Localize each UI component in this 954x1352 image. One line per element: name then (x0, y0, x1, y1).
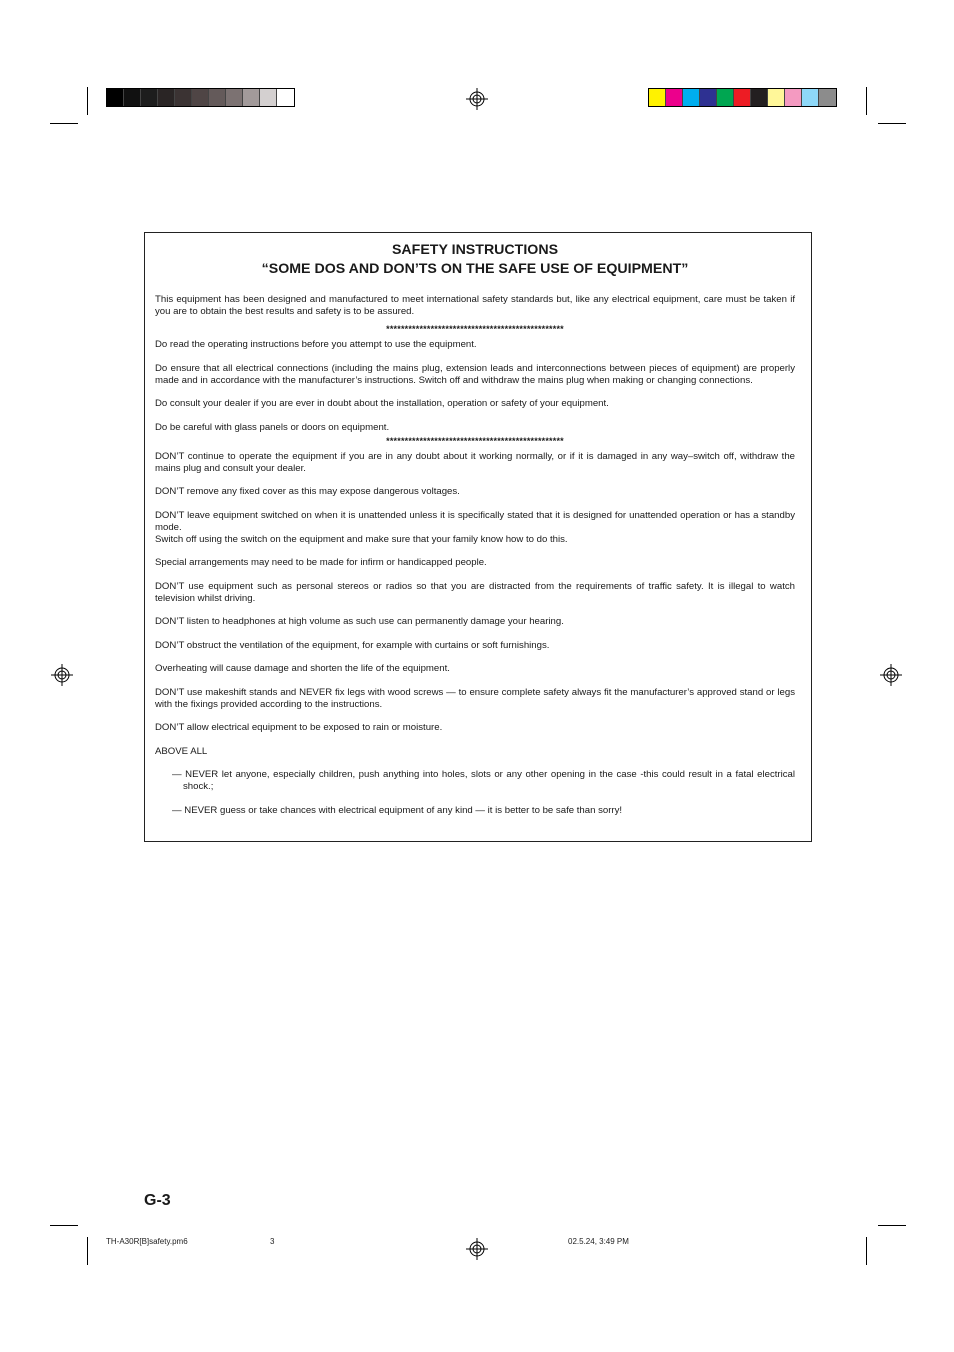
page-number-label: G-3 (144, 1192, 171, 1209)
dont-paragraph: DON’T allow electrical equipment to be exposed to rain or moisture. (155, 722, 443, 733)
footer-filename: TH-A30R[B]safety.pm6 (106, 1237, 188, 1246)
do-paragraph: Do be careful with glass panels or doors on equipment. (155, 421, 390, 433)
grayscale-calibration-bar (106, 88, 295, 107)
star-divider: ************************************************ (386, 324, 564, 334)
color-swatch (192, 89, 209, 106)
registration-mark-icon (466, 1238, 488, 1260)
color-swatch (209, 89, 226, 106)
registration-mark-icon (51, 664, 73, 686)
registration-mark-icon (466, 88, 488, 110)
dont-paragraph (155, 510, 795, 546)
dont-paragraph: DON’T use equipment such as personal stereos or radios so that you are distracted from the requirements of traffic safety. It is illegal to watch television whilst driving. (155, 580, 795, 604)
footer-date: 02.5.24, 3:49 PM (568, 1237, 629, 1246)
crop-mark (87, 1237, 88, 1265)
dont-paragraph: DON’T use makeshift stands and NEVER fix legs with wood screws — to ensure complete safety always fit the manufacturer’s approved stand or legs with the fixings provided according to the instructions. (155, 686, 795, 710)
do-paragraph: Do consult your dealer if you are ever in doubt about the installation, operation or safety of your equipment. (155, 398, 609, 409)
footer-page: 3 (270, 1237, 275, 1246)
never-item: — NEVER let anyone, especially children, push anything into holes, slots or any other opening in the case -this could result in a fatal electrical shock.; (172, 769, 795, 792)
safety-title-line1: SAFETY INSTRUCTIONS (391, 242, 559, 258)
color-swatch (666, 89, 683, 106)
color-swatch (700, 89, 717, 106)
color-swatch (802, 89, 819, 106)
color-swatch (277, 89, 294, 106)
above-all-heading: ABOVE ALL (155, 745, 208, 757)
overheating-paragraph: Overheating will cause damage and shorten the life of the equipment. (155, 663, 450, 674)
dont-paragraph: DON’T remove any fixed cover as this may expose dangerous voltages. (155, 486, 460, 497)
color-swatch (260, 89, 277, 106)
color-swatch (226, 89, 243, 106)
color-swatch (768, 89, 785, 106)
color-swatch (683, 89, 700, 106)
crop-mark (866, 1237, 867, 1265)
registration-mark-icon (880, 664, 902, 686)
safety-instructions-box (144, 232, 812, 842)
safety-title-line2: “SOME DOS AND DON’TS ON THE SAFE USE OF EQUIPMENT” (261, 261, 689, 277)
dont-leave-text: DON’T leave equipment switched on when it is unattended unless it is specifically stated that it is designed for unattended operation or has a standby mode. (155, 509, 795, 533)
color-swatch (141, 89, 158, 106)
color-calibration-bar (648, 88, 837, 107)
crop-mark (866, 87, 867, 115)
color-swatch (107, 89, 124, 106)
do-paragraph: Do read the operating instructions before you attempt to use the equipment. (155, 339, 477, 350)
crop-mark (87, 87, 88, 115)
safety-title (155, 241, 795, 279)
crop-mark (878, 123, 906, 124)
crop-mark (50, 123, 78, 124)
color-swatch (124, 89, 141, 106)
color-swatch (649, 89, 666, 106)
intro-paragraph: This equipment has been designed and manufactured to meet international safety standards but, like any electrical equipment, care must be taken if you are to obtain the best results and safety is to be assured. (155, 294, 795, 317)
color-swatch (751, 89, 768, 106)
color-swatch (158, 89, 175, 106)
crop-mark (878, 1225, 906, 1226)
dont-paragraph: DON’T continue to operate the equipment if you are in any doubt about it working normally, or if it is damaged in any way–switch off, withdraw the mains plug and consult your dealer. (155, 450, 795, 474)
do-paragraph: Do ensure that all electrical connections (including the mains plug, extension leads and interconnections between pieces of equipment) are properly made and in accordance with the manufacturer’s instructions. Switch off and withdraw the mains plug when making or changing connections. (155, 362, 795, 386)
never-item: — NEVER guess or take chances with electrical equipment of any kind — it is better to be safe than sorry! (172, 804, 623, 816)
star-divider: ************************************************ (386, 435, 564, 446)
switch-off-text: Switch off using the switch on the equipment and make sure that your family know how to do this. (155, 533, 568, 545)
color-swatch (717, 89, 734, 106)
color-swatch (819, 89, 836, 106)
color-swatch (734, 89, 751, 106)
dont-paragraph: DON’T listen to headphones at high volume as such use can permanently damage your hearing. (155, 616, 564, 627)
dont-paragraph: DON’T obstruct the ventilation of the equipment, for example with curtains or soft furnishings. (155, 639, 550, 651)
color-swatch (243, 89, 260, 106)
color-swatch (785, 89, 802, 106)
crop-mark (50, 1225, 78, 1226)
color-swatch (175, 89, 192, 106)
special-paragraph: Special arrangements may need to be made for infirm or handicapped people. (155, 557, 487, 568)
